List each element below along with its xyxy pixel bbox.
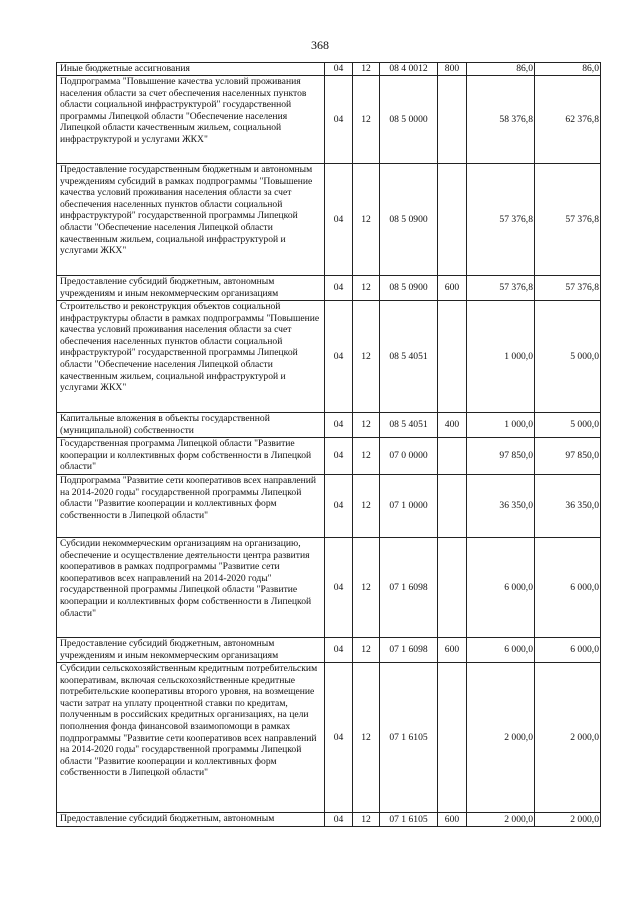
row-expense-type — [438, 164, 467, 276]
row-target-code: 07 1 6098 — [380, 538, 438, 638]
row-subsection: 12 — [353, 475, 380, 538]
row-section: 04 — [325, 538, 353, 638]
row-expense-type: 800 — [438, 63, 467, 76]
row-expense-type — [438, 438, 467, 475]
row-amount-1: 57 376,8 — [467, 276, 535, 301]
row-target-code: 07 0 0000 — [380, 438, 438, 475]
row-name: Подпрограмма "Развитие сети кооперативов всех направлений на 2014-2020 годы" государственной программы Липецкой области "Развитие кооперации и коллективных форм собственности в Липецкой области" — [57, 475, 325, 538]
row-section: 04 — [325, 413, 353, 438]
row-section: 04 — [325, 301, 353, 413]
row-name: Предоставление субсидий бюджетным, автономным учреждениям и иным некоммерческим организациям — [57, 638, 325, 663]
row-section: 04 — [325, 76, 353, 164]
row-target-code: 07 1 6105 — [380, 813, 438, 827]
row-amount-2: 57 376,8 — [535, 276, 601, 301]
row-subsection: 12 — [353, 438, 380, 475]
row-amount-2: 86,0 — [535, 63, 601, 76]
table-row — [57, 813, 601, 827]
table-row — [57, 475, 601, 538]
row-section: 04 — [325, 475, 353, 538]
row-subsection: 12 — [353, 663, 380, 813]
table-row — [57, 663, 601, 813]
row-target-code: 07 1 0000 — [380, 475, 438, 538]
row-amount-1: 2 000,0 — [467, 663, 535, 813]
page-number: 368 — [311, 38, 329, 52]
row-name: Строительство и реконструкция объектов социальной инфраструктуры области в рамках подпрограммы "Повышение качества условий проживания населения области за счет обеспечения населенных пунктов области социальной инфраструктурой" государственной программы Липецкой области "Обеспечение населения Липецкой области качественным жильем, социальной инфраструктурой и услугами ЖКХ" — [57, 301, 325, 413]
row-target-code: 07 1 6098 — [380, 638, 438, 663]
row-amount-1: 58 376,8 — [467, 76, 535, 164]
row-name: Государственная программа Липецкой области "Развитие кооперации и коллективных форм собственности в Липецкой области" — [57, 438, 325, 475]
row-amount-1: 57 376,8 — [467, 164, 535, 276]
row-section: 04 — [325, 164, 353, 276]
row-target-code: 08 4 0012 — [380, 63, 438, 76]
row-amount-2: 57 376,8 — [535, 164, 601, 276]
row-amount-2: 5 000,0 — [535, 301, 601, 413]
table-row — [57, 301, 601, 413]
row-amount-1: 86,0 — [467, 63, 535, 76]
row-target-code: 08 5 4051 — [380, 301, 438, 413]
row-amount-2: 6 000,0 — [535, 538, 601, 638]
row-section: 04 — [325, 438, 353, 475]
row-subsection: 12 — [353, 276, 380, 301]
row-name: Предоставление субсидий бюджетным, автономным — [57, 813, 325, 827]
table-row — [57, 63, 601, 76]
row-expense-type: 600 — [438, 276, 467, 301]
row-section: 04 — [325, 663, 353, 813]
row-amount-1: 1 000,0 — [467, 413, 535, 438]
row-subsection: 12 — [353, 813, 380, 827]
row-expense-type — [438, 663, 467, 813]
row-amount-1: 36 350,0 — [467, 475, 535, 538]
row-target-code: 08 5 0900 — [380, 276, 438, 301]
row-subsection: 12 — [353, 76, 380, 164]
row-subsection: 12 — [353, 301, 380, 413]
table-row — [57, 438, 601, 475]
row-target-code: 08 5 4051 — [380, 413, 438, 438]
row-expense-type — [438, 301, 467, 413]
row-amount-2: 97 850,0 — [535, 438, 601, 475]
row-target-code: 07 1 6105 — [380, 663, 438, 813]
row-amount-1: 97 850,0 — [467, 438, 535, 475]
row-amount-2: 6 000,0 — [535, 638, 601, 663]
budget-table-body — [57, 63, 601, 827]
table-row — [57, 538, 601, 638]
row-section: 04 — [325, 638, 353, 663]
row-amount-1: 6 000,0 — [467, 538, 535, 638]
table-row — [57, 638, 601, 663]
row-subsection: 12 — [353, 413, 380, 438]
row-target-code: 08 5 0000 — [380, 76, 438, 164]
row-expense-type: 400 — [438, 413, 467, 438]
row-section: 04 — [325, 276, 353, 301]
row-expense-type — [438, 538, 467, 638]
row-name: Субсидии некоммерческим организациям на организацию, обеспечение и осуществление деятельности центра развития кооперативов в рамках подпрограммы "Развитие сети кооперативов всех направлений на 2014-2020 годы" государственной программы Липецкой области "Развитие кооперации и коллективных форм собственности в Липецкой области" — [57, 538, 325, 638]
table-row — [57, 164, 601, 276]
row-expense-type — [438, 76, 467, 164]
row-amount-2: 36 350,0 — [535, 475, 601, 538]
row-section: 04 — [325, 63, 353, 76]
row-name: Иные бюджетные ассигнования — [57, 63, 325, 76]
row-amount-2: 62 376,8 — [535, 76, 601, 164]
row-amount-1: 2 000,0 — [467, 813, 535, 827]
row-subsection: 12 — [353, 63, 380, 76]
row-amount-2: 2 000,0 — [535, 813, 601, 827]
row-target-code: 08 5 0900 — [380, 164, 438, 276]
budget-table — [56, 62, 601, 827]
row-name: Капитальные вложения в объекты государственной (муниципальной) собственности — [57, 413, 325, 438]
row-name: Субсидии сельскохозяйственным кредитным потребительским кооперативам, включая сельскохозяйственные кредитные потребительские кооперативы второго уровня, на возмещение части затрат на уплату процентной ставки по кредитам, полученным в российских кредитных организациях, на цели пополнения фонда финансовой взаимопомощи в рамках подпрограммы "Развитие сети кооперативов всех направлений на 2014-2020 годы" государственной программы Липецкой области "Развитие кооперации и коллективных форм собственности в Липецкой области" — [57, 663, 325, 813]
row-amount-1: 1 000,0 — [467, 301, 535, 413]
table-row — [57, 413, 601, 438]
table-row — [57, 276, 601, 301]
row-expense-type: 600 — [438, 638, 467, 663]
row-subsection: 12 — [353, 638, 380, 663]
row-section: 04 — [325, 813, 353, 827]
row-expense-type: 600 — [438, 813, 467, 827]
row-name: Подпрограмма "Повышение качества условий проживания населения области за счет обеспечения населенных пунктов области социальной инфраструктурой" государственной программы Липецкой области "Обеспечение населения Липецкой области качественным жильем, социальной инфраструктурой и услугами ЖКХ" — [57, 76, 325, 164]
row-expense-type — [438, 475, 467, 538]
row-amount-2: 5 000,0 — [535, 413, 601, 438]
row-amount-1: 6 000,0 — [467, 638, 535, 663]
row-subsection: 12 — [353, 164, 380, 276]
row-amount-2: 2 000,0 — [535, 663, 601, 813]
row-name: Предоставление государственным бюджетным и автономным учреждениям субсидий в рамках подпрограммы "Повышение качества условий проживания населения области за счет обеспечения населенных пунктов области социальной инфраструктурой" государственной программы Липецкой области "Обеспечение населения Липецкой области качественным жильем, социальной инфраструктурой и услугами ЖКХ" — [57, 164, 325, 276]
table-row — [57, 76, 601, 164]
row-name: Предоставление субсидий бюджетным, автономным учреждениям и иным некоммерческим организациям — [57, 276, 325, 301]
row-subsection: 12 — [353, 538, 380, 638]
